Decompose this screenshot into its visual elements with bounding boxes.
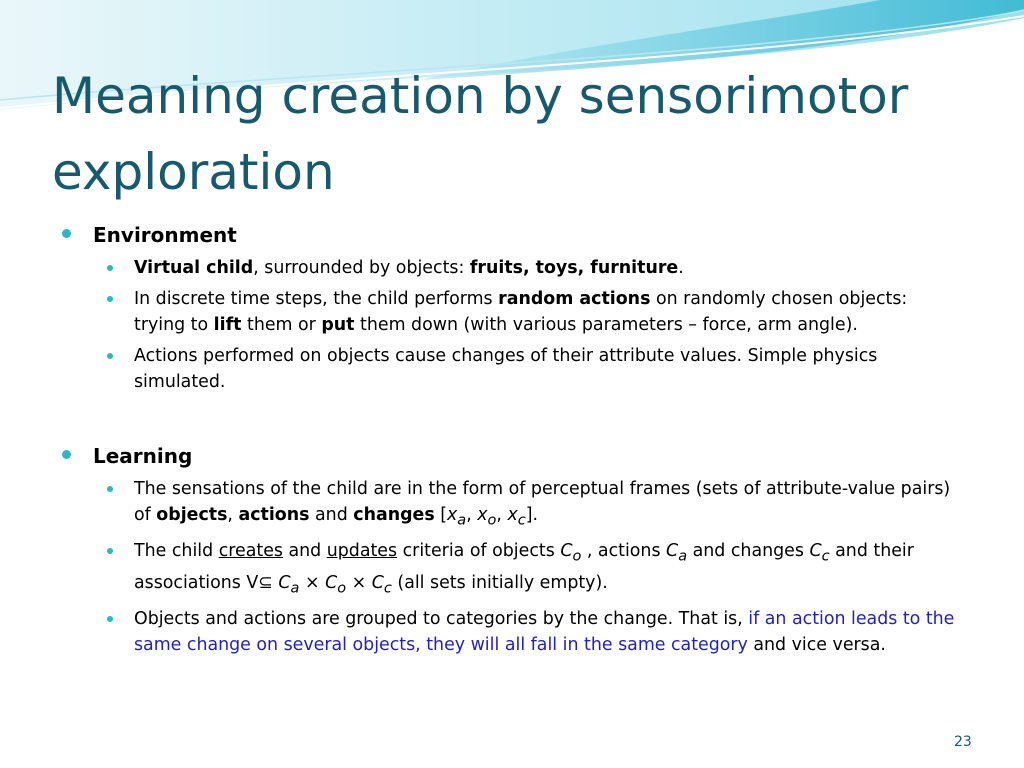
bold-text: actions <box>238 505 310 525</box>
underlined-text: creates <box>218 541 283 562</box>
times-symbol: × <box>304 572 320 593</box>
times-symbol: × <box>351 572 367 593</box>
bullet-dot <box>62 450 71 459</box>
text: Actions performed on objects cause changes of their attribute values. Simple physics simulated. <box>134 346 878 392</box>
highlighted-text: if an action leads to the same change on several objects, they will all fall in the same category <box>134 609 955 656</box>
math-sub: o <box>572 548 582 565</box>
math-var: x <box>507 505 518 525</box>
section-environment <box>60 220 970 250</box>
bullet-physics <box>134 343 970 395</box>
bold-text: lift <box>213 315 242 335</box>
math-var: x <box>447 505 458 525</box>
math-sub: a <box>457 512 467 529</box>
bold-text: put <box>321 315 355 335</box>
subset-symbol: ⊆ <box>258 572 273 593</box>
slide-content <box>60 220 970 658</box>
text: ]. <box>525 505 539 525</box>
math-var: C <box>666 541 679 562</box>
text: (all sets initially empty). <box>391 572 608 593</box>
text: In discrete time steps, the child performs <box>134 289 499 309</box>
math-sub: a <box>290 580 300 597</box>
text: them or <box>241 315 322 335</box>
underlined-text: updates <box>326 541 398 562</box>
text: on randomly chosen objects: trying to <box>134 289 908 335</box>
text: criteria of objects <box>397 541 561 562</box>
text: , <box>227 505 239 525</box>
bullet-dot <box>107 548 113 554</box>
math-var: C <box>560 541 573 562</box>
math-sub: c <box>383 580 392 597</box>
section-heading: Environment <box>93 223 237 247</box>
bullet-dot <box>62 229 71 238</box>
text: and vice versa. <box>747 635 886 656</box>
text: , surrounded by objects: <box>253 258 470 278</box>
math-var: x <box>477 505 488 525</box>
bullet-dot <box>107 296 113 302</box>
math-sub: c <box>821 548 830 565</box>
math-sub: o <box>487 512 497 529</box>
math-sub: o <box>337 580 347 597</box>
bullet-dot <box>107 265 113 271</box>
text: Objects and actions are grouped to categories by the change. That is, <box>134 609 749 630</box>
bullet-virtual-child <box>134 255 970 281</box>
text: , <box>466 505 478 525</box>
text: The child <box>134 541 219 562</box>
math-var: C <box>325 572 338 593</box>
text: and <box>309 505 354 525</box>
math-sub: a <box>678 548 688 565</box>
text: . <box>678 258 684 278</box>
text: them down (with various parameters – force, arm angle). <box>354 315 858 335</box>
text: , <box>496 505 508 525</box>
bullet-perceptual-frames <box>134 476 970 533</box>
bullet-dot <box>107 486 113 492</box>
bullet-criteria <box>134 538 970 601</box>
math-var: C <box>278 572 291 593</box>
bold-text: objects <box>156 505 228 525</box>
bullet-dot <box>107 616 113 622</box>
bold-text: random actions <box>498 289 651 309</box>
bold-text: Virtual child <box>134 258 254 278</box>
page-number: 23 <box>954 734 972 750</box>
text: and their associations V <box>134 541 914 593</box>
math-var: C <box>371 572 384 593</box>
text: The sensations of the child are in the form of perceptual frames (sets of attribute-value pairs) of <box>134 479 951 525</box>
text: and changes <box>687 541 810 562</box>
text: and <box>282 541 327 562</box>
bullet-random-actions <box>134 286 970 338</box>
text: [ <box>434 505 447 525</box>
section-learning <box>60 441 970 471</box>
bullet-categories <box>134 606 970 658</box>
text: , actions <box>581 541 667 562</box>
slide-title: Meaning creation by sensorimotor exploration <box>52 67 909 201</box>
math-sub: c <box>517 512 526 529</box>
section-heading: Learning <box>93 444 193 468</box>
math-var: C <box>809 541 822 562</box>
bold-text: changes <box>353 505 435 525</box>
bullet-dot <box>107 353 113 359</box>
bold-text: fruits, toys, furniture <box>469 258 679 278</box>
